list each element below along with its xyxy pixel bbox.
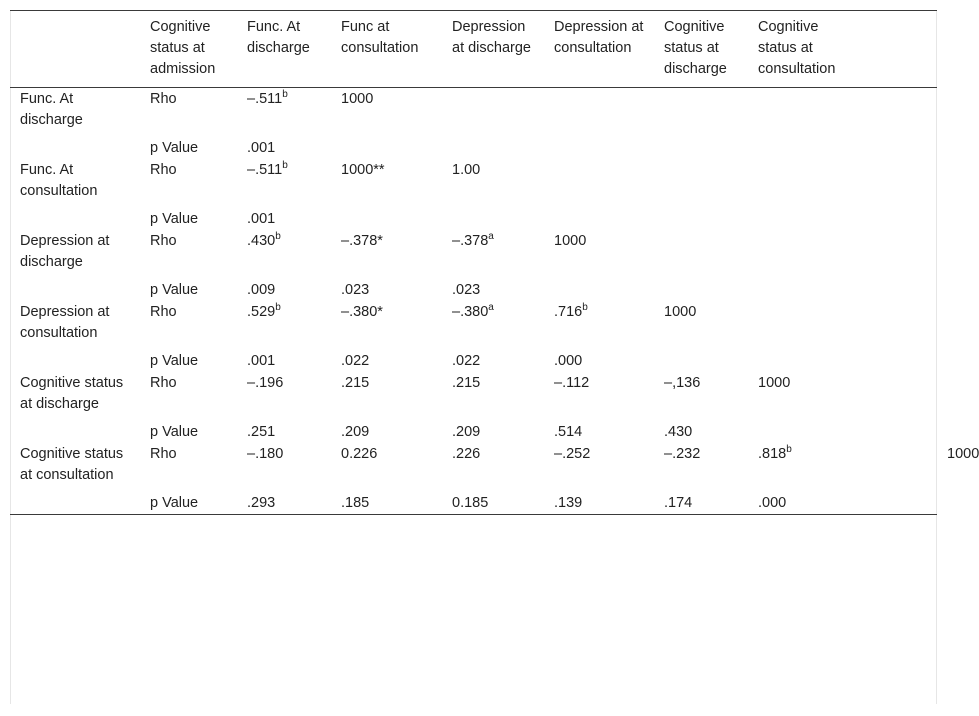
cell-value: –.232 — [664, 446, 701, 462]
cell-value: .209 — [452, 424, 481, 440]
header-cell: Func. At discharge — [247, 19, 310, 56]
table-cell — [331, 345, 442, 372]
cell-value: .000 — [554, 353, 583, 369]
cell-value: –.252 — [554, 446, 591, 462]
cell-value: .023 — [341, 282, 370, 298]
cell-value: –,136 — [664, 375, 701, 391]
row-statistic-label: Rho — [150, 162, 177, 178]
cell-value: .226 — [452, 446, 481, 462]
table-cell — [237, 230, 331, 274]
table-cell — [858, 372, 937, 416]
table-cell — [654, 230, 748, 274]
cell-value: 1000 — [947, 446, 979, 462]
cell-value: –.511 — [247, 91, 283, 107]
table-cell — [442, 416, 544, 443]
table-cell — [331, 88, 442, 133]
table-cell — [331, 443, 442, 487]
cell-value: –.511 — [247, 162, 283, 178]
table-cell — [237, 132, 331, 159]
row-variable-label — [10, 416, 140, 443]
row-variable-label: Depression at consultation — [20, 304, 110, 341]
table-row — [10, 372, 937, 416]
table-cell — [331, 132, 442, 159]
table-cell — [442, 487, 544, 515]
table-cell — [544, 345, 654, 372]
table-cell — [544, 301, 654, 345]
table-cell — [654, 345, 748, 372]
table-cell — [748, 203, 858, 230]
table-cell — [544, 159, 654, 203]
row-variable-label — [10, 487, 140, 515]
table-cell — [748, 443, 858, 487]
row-variable-label: Cognitive status at consultation — [20, 446, 124, 483]
cell-value: .000 — [758, 495, 787, 511]
table-cell — [544, 274, 654, 301]
table-cell — [442, 230, 544, 274]
table-cell — [237, 88, 331, 133]
cell-footnote-marker: b — [275, 302, 281, 313]
cell-value: .716 — [554, 304, 583, 320]
table-cell — [237, 159, 331, 203]
header-cell: Depression at consultation — [554, 19, 644, 56]
row-variable-label: Cognitive status at discharge — [20, 375, 124, 412]
cell-footnote-marker: a — [488, 231, 494, 242]
table-cell — [654, 372, 748, 416]
table-cell — [237, 203, 331, 230]
table-cell — [237, 372, 331, 416]
table-cell — [748, 301, 858, 345]
table-row — [10, 203, 937, 230]
table-cell — [858, 230, 937, 274]
cell-value: –.380 — [452, 304, 489, 320]
table-row — [10, 230, 937, 274]
table-cell — [654, 203, 748, 230]
row-variable-label — [10, 132, 140, 159]
cell-value: .139 — [554, 495, 583, 511]
table-cell — [331, 203, 442, 230]
row-variable-label — [10, 345, 140, 372]
table-cell — [237, 443, 331, 487]
table-cell — [654, 159, 748, 203]
cell-footnote-marker: b — [275, 231, 281, 242]
table-cell — [442, 274, 544, 301]
table-row — [10, 416, 937, 443]
header-cell: Func at consultation — [341, 19, 419, 56]
cell-value: –.112 — [554, 375, 590, 391]
row-variable-label: Func. At discharge — [20, 91, 83, 128]
table-cell — [331, 372, 442, 416]
cell-value: .514 — [554, 424, 583, 440]
table-cell — [544, 416, 654, 443]
table-body — [10, 88, 979, 515]
table-cell — [331, 230, 442, 274]
cell-value: .023 — [452, 282, 481, 298]
correlation-table — [10, 10, 979, 515]
table-cell — [237, 416, 331, 443]
cell-value: –.180 — [247, 446, 284, 462]
table-cell — [442, 301, 544, 345]
cell-value: .293 — [247, 495, 276, 511]
table-row — [10, 132, 937, 159]
header-row — [10, 11, 937, 88]
table-cell — [331, 159, 442, 203]
table-cell — [331, 301, 442, 345]
table-cell — [748, 88, 858, 133]
header-cell: Depression at discharge — [452, 19, 531, 56]
cell-value: .209 — [341, 424, 370, 440]
table-cell — [544, 372, 654, 416]
table-cell — [442, 345, 544, 372]
cell-value: .215 — [452, 375, 481, 391]
cell-value: .009 — [247, 282, 276, 298]
cell-footnote-marker: a — [488, 302, 494, 313]
row-variable-label: Depression at discharge — [20, 233, 110, 270]
row-statistic-label: Rho — [150, 375, 177, 391]
table-cell — [858, 443, 937, 487]
row-statistic-label: Rho — [150, 304, 177, 320]
cell-value: 1000 — [664, 304, 697, 320]
cell-value: .022 — [341, 353, 370, 369]
header-cell: Cognitive status at consultation — [758, 19, 836, 77]
row-statistic-label: p Value — [150, 424, 199, 440]
cell-value: –.378 — [452, 233, 489, 249]
cell-value: .001 — [247, 211, 276, 227]
table-cell — [544, 88, 654, 133]
cell-value: 1000 — [554, 233, 587, 249]
table-cell — [237, 345, 331, 372]
cell-value: .430 — [664, 424, 693, 440]
cell-footnote-marker: b — [282, 160, 288, 171]
table-cell — [654, 416, 748, 443]
table-cell — [748, 487, 858, 515]
table-row — [10, 345, 937, 372]
table-cell — [442, 443, 544, 487]
cell-footnote-marker: b — [282, 89, 288, 100]
table-cell — [654, 487, 748, 515]
cell-value: 1000** — [341, 162, 385, 178]
table-cell — [442, 159, 544, 203]
cell-value: .022 — [452, 353, 481, 369]
table-cell — [748, 230, 858, 274]
row-statistic-label: Rho — [150, 446, 177, 462]
table-row — [10, 487, 937, 515]
cell-value: 1000 — [341, 91, 374, 107]
cell-footnote-marker: b — [786, 444, 792, 455]
row-statistic-label: Rho — [150, 233, 177, 249]
table-cell — [748, 159, 858, 203]
table-cell — [654, 132, 748, 159]
table-cell — [544, 230, 654, 274]
cell-value: –.378* — [341, 233, 383, 249]
cell-value: .529 — [247, 304, 276, 320]
table-cell — [331, 416, 442, 443]
row-variable-label — [10, 274, 140, 301]
cell-value: –.196 — [247, 375, 284, 391]
table-cell — [748, 372, 858, 416]
cell-value: .001 — [247, 140, 276, 156]
cell-value: .174 — [664, 495, 693, 511]
table-cell — [544, 132, 654, 159]
cell-value: 0.226 — [341, 446, 378, 462]
table-cell — [331, 487, 442, 515]
table-cell — [858, 88, 937, 133]
table-cell — [654, 274, 748, 301]
row-statistic-label: p Value — [150, 282, 199, 298]
table-cell — [654, 88, 748, 133]
table-cell — [858, 301, 937, 345]
table-row — [10, 443, 937, 487]
table-cell — [442, 132, 544, 159]
cell-value: .251 — [247, 424, 276, 440]
cell-value: 1.00 — [452, 162, 481, 178]
row-statistic-label: p Value — [150, 140, 199, 156]
table-cell — [858, 416, 937, 443]
row-statistic-label: p Value — [150, 495, 199, 511]
row-statistic-label: Rho — [150, 91, 177, 107]
cell-value: –.380* — [341, 304, 383, 320]
table-cell — [442, 88, 544, 133]
row-statistic-label: p Value — [150, 353, 199, 369]
table-cell — [237, 301, 331, 345]
table-cell — [237, 274, 331, 301]
table-cell — [442, 203, 544, 230]
table-cell — [237, 487, 331, 515]
row-statistic-label: p Value — [150, 211, 199, 227]
table-cell — [748, 416, 858, 443]
table-cell — [858, 345, 937, 372]
cell-value: 0.185 — [452, 495, 489, 511]
header-cell: Cognitive status at admission — [150, 19, 216, 77]
table-row — [10, 88, 937, 133]
cell-value: .430 — [247, 233, 276, 249]
header-cell — [858, 11, 937, 88]
table-row — [10, 301, 937, 345]
table-row — [10, 159, 937, 203]
table-cell — [748, 274, 858, 301]
cell-value: .818 — [758, 446, 787, 462]
cell-value: .001 — [247, 353, 276, 369]
table-cell — [748, 345, 858, 372]
header-cell-variable — [10, 11, 140, 88]
row-variable-label — [10, 203, 140, 230]
table-cell — [442, 372, 544, 416]
table-cell — [858, 132, 937, 159]
table-cell — [654, 301, 748, 345]
table-cell — [858, 159, 937, 203]
cell-footnote-marker: b — [582, 302, 588, 313]
table-cell — [331, 274, 442, 301]
table-cell — [748, 132, 858, 159]
cell-value: .215 — [341, 375, 370, 391]
table-cell — [858, 203, 937, 230]
cell-value: 1000 — [758, 375, 791, 391]
table-row — [10, 274, 937, 301]
table-cell — [654, 443, 748, 487]
table-cell — [858, 274, 937, 301]
table-cell — [544, 443, 654, 487]
table-cell — [858, 487, 937, 515]
table-cell — [544, 487, 654, 515]
cell-value: .185 — [341, 495, 370, 511]
table-cell — [544, 203, 654, 230]
row-variable-label: Func. At consultation — [20, 162, 98, 199]
header-cell: Cognitive status at discharge — [664, 19, 727, 77]
